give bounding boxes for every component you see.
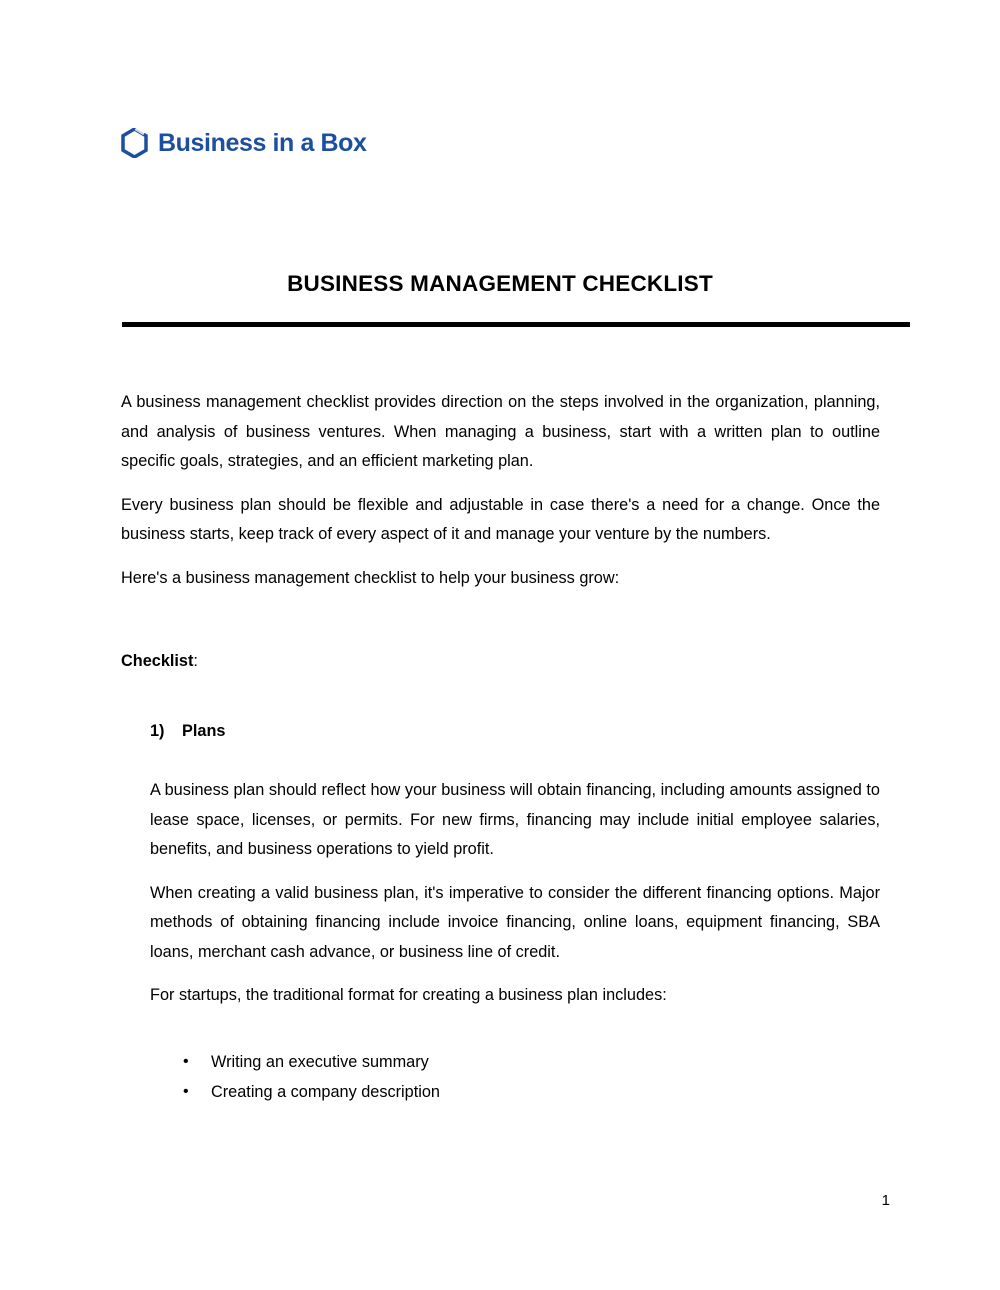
list-item: • Writing an executive summary (121, 1047, 880, 1077)
document-body (121, 388, 880, 1107)
spacer (121, 677, 880, 717)
checklist-label-text: Checklist (121, 652, 194, 670)
title-divider (122, 322, 910, 327)
section-heading-1 (121, 717, 880, 747)
spacer (121, 746, 880, 776)
checklist-label-suffix: : (193, 652, 198, 670)
spacer (121, 607, 880, 647)
brand-logo (121, 128, 367, 158)
intro-paragraph-2: Every business plan should be flexible and adjustable in case there's a need for a change. Once the business starts, keep track of every aspect of it and manage your venture by the numbers. (121, 495, 880, 543)
list-item: • Creating a company description (121, 1077, 880, 1107)
section-title: Plans (182, 721, 226, 740)
section-paragraph-3: For startups, the traditional format for creating a business plan includes: (150, 986, 667, 1004)
section-content-1 (121, 776, 880, 1011)
checklist-label (121, 647, 880, 677)
page-number: 1 (881, 1192, 890, 1209)
section-paragraph-1: A business plan should reflect how your business will obtain financing, including amounts assigned to lease space, licenses, or permits. For new firms, financing may include initial employee salaries, benefits, and business operations to yield profit. (150, 781, 880, 858)
spacer (121, 1025, 880, 1047)
brand-name: Business in a Box (158, 128, 367, 157)
section-number: 1) (150, 721, 165, 740)
hexagon-outline-icon (121, 128, 148, 158)
page-title: BUSINESS MANAGEMENT CHECKLIST (287, 271, 713, 296)
intro-paragraph-1: A business management checklist provides direction on the steps involved in the organization, planning, and analysis of business ventures. When managing a business, start with a written plan to outline specific goals, strategies, and an efficient marketing plan. (121, 393, 880, 470)
section-paragraph-2: When creating a valid business plan, it's imperative to consider the different financing options. Major methods of obtaining financing include invoice financing, online loans, equipment financing, SBA loans, merchant cash advance, or business line of credit. (150, 883, 880, 961)
intro-paragraph-3: Here's a business management checklist to help your business grow: (121, 568, 620, 587)
section-bullet-list (121, 1047, 880, 1107)
